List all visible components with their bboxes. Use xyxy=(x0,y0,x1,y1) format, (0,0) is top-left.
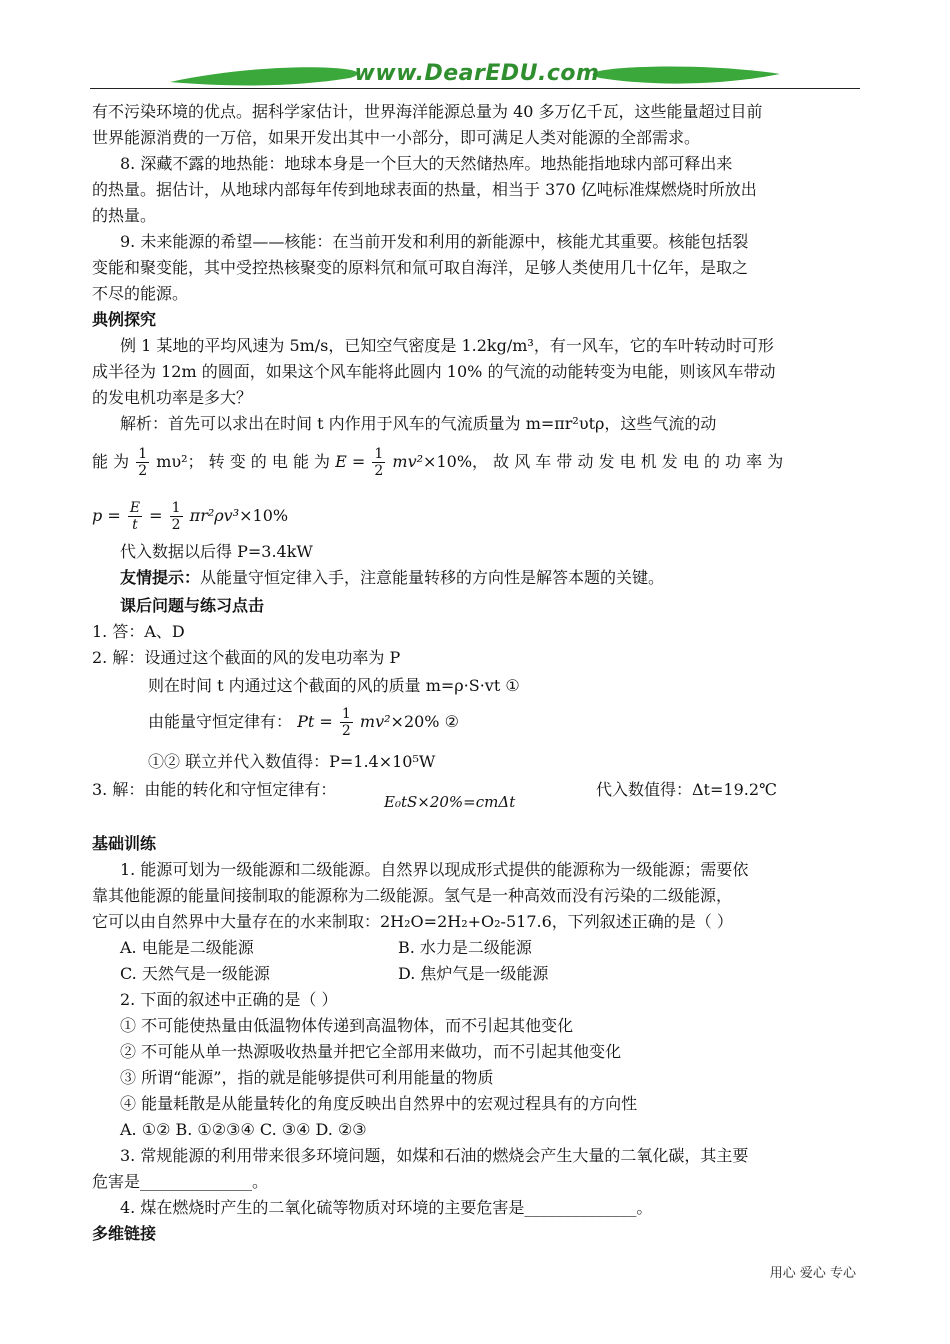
power-formula-percent: ×10% xyxy=(239,506,289,525)
section-heading: 典例探究 xyxy=(92,310,157,329)
option-d: D. 焦炉气是一级能源 xyxy=(398,964,549,983)
paragraph-line: 有不污染环境的优点。据科学家估计，世界海洋能源总量为 40 多万亿千瓦，这些能量超过目前 xyxy=(92,102,763,121)
site-logo[interactable]: www.DearEDU.com xyxy=(354,61,600,86)
paragraph-line: 变能和聚变能，其中受控热核聚变的原料氘和氚可取自海洋，足够人类使用几十亿年，是取之 xyxy=(92,258,749,277)
solution-line: 解析：首先可以求出在时间 t 内作用于风车的气流质量为 m=πr²υtρ，这些气流的动 xyxy=(120,414,717,433)
question-line: 3. 常规能源的利用带来很多环境问题，如煤和石油的燃烧会产生大量的二氧化碳，其主要 xyxy=(120,1146,749,1165)
statement-line: ④ 能量耗散是从能量转化的角度反映出自然界中的宏观过程具有的方向性 xyxy=(120,1094,638,1113)
answer-text: 由能量守恒定律有： xyxy=(148,712,293,731)
solution-text: ×10%， 故 风 车 带 动 发 电 机 发 电 的 功 率 为 xyxy=(423,452,784,471)
question-line: 1. 能源可划为一级能源和二级能源。自然界以现成形式提供的能源称为一级能源；需要依 xyxy=(120,860,749,879)
section-heading: 基础训练 xyxy=(92,834,157,853)
option-b: B. 水力是二级能源 xyxy=(398,938,532,957)
paragraph-line: 世界能源消费的一万倍，如果开发出其中一小部分，即可满足人类对能源的全部需求。 xyxy=(92,128,701,147)
header-rule xyxy=(90,88,860,89)
answer-formula: E₀tS×20%=cmΔt xyxy=(384,793,516,811)
fraction-half: $\frac{1}{2}$ xyxy=(374,446,384,479)
option-a: A. 电能是二级能源 xyxy=(120,938,254,957)
energy-formula: E = xyxy=(335,452,366,471)
solution-text: 能 为 xyxy=(92,452,130,471)
paragraph-line: 9. 未来能源的希望——核能：在当前开发和利用的新能源中，核能尤其重要。核能包括裂 xyxy=(120,232,749,251)
fraction-half: $\frac{1}{2}$ xyxy=(138,446,148,479)
result-line: 代入数据以后得 P=3.4kW xyxy=(120,542,313,561)
question-line: 4. 煤在燃烧时产生的二氧化硫等物质对环境的主要危害是______________。 xyxy=(120,1198,653,1217)
option-c: C. 天然气是一级能源 xyxy=(120,964,270,983)
solution-text: mυ²； 转 变 的 电 能 为 xyxy=(156,452,331,471)
question-line: 危害是______________。 xyxy=(92,1172,269,1191)
power-formula-line: p = $\frac{E}{t}$ = $\frac{1}{2}$ πr²ρv³×10% xyxy=(92,500,289,533)
answer-line: 2. 解：设通过这个截面的风的发电功率为 P xyxy=(92,648,401,667)
paragraph-line: 的热量。据估计，从地球内部每年传到地球表面的热量，相当于 370 亿吨标准煤燃烧时所放出 xyxy=(92,180,757,199)
statement-line: ② 不可能从单一热源吸收热量并把它全部用来做功，而不引起其他变化 xyxy=(120,1042,622,1061)
tip-line xyxy=(120,566,664,590)
answer-formula-line: 由能量守恒定律有： Pt = $\frac{1}{2}$ mv²×20% ② xyxy=(148,706,459,739)
question-line: 靠其他能源的能量间接制取的能源称为二级能源。氢气是一种高效而没有污染的二级能源， xyxy=(92,886,733,905)
fraction-e-over-t: $\frac{E}{t}$ xyxy=(129,500,141,533)
fraction-half: $\frac{1}{2}$ xyxy=(171,500,181,533)
energy-formula-tail: mv² xyxy=(392,452,424,471)
page-footer: 用心 爱心 专心 xyxy=(769,1266,856,1281)
example-line: 的发电机功率是多大？ xyxy=(92,388,253,407)
section-heading: 课后问题与练习点击 xyxy=(120,596,265,615)
section-heading: 多维链接 xyxy=(92,1224,157,1243)
answer-line: 3. 解：由能的转化和守恒定律有： xyxy=(92,780,337,799)
tip-text: 从能量守恒定律入手，注意能量转移的方向性是解答本题的关键。 xyxy=(200,568,665,587)
tip-label: 友情提示： xyxy=(120,568,201,587)
power-formula-tail: πr²ρv³ xyxy=(189,506,240,525)
answer-result: 代入数值得：Δt=19.2℃ xyxy=(596,780,777,799)
answer-line: 1. 答：A、D xyxy=(92,622,185,641)
example-line: 成半径为 12m 的圆面，如果这个风车能将此圆内 10% 的气流的动能转变为电能，则该风车带动 xyxy=(92,362,776,381)
example-line: 例 1 某地的平均风速为 5m/s，已知空气密度是 1.2kg/m³，有一风车，它的车叶转动时可形 xyxy=(120,336,774,355)
answer-line: 则在时间 t 内通过这个截面的风的质量 m=ρ·S·vt ① xyxy=(148,676,520,695)
options-line: A. ①② B. ①②③④ C. ③④ D. ②③ xyxy=(120,1120,367,1139)
question-line: 它可以由自然界中大量存在的水来制取：2H₂O=2H₂+O₂-517.6，下列叙述正确的是（ ） xyxy=(92,912,733,931)
statement-line: ③ 所谓“能源”，指的就是能够提供可利用能量的物质 xyxy=(120,1068,494,1087)
paragraph-line: 的热量。 xyxy=(92,206,157,225)
power-formula: p = xyxy=(92,506,121,525)
question-line: 2. 下面的叙述中正确的是（ ） xyxy=(120,990,338,1009)
answer-text: ×20% ② xyxy=(390,712,459,731)
paragraph-line: 不尽的能源。 xyxy=(92,284,189,303)
paragraph-line: 8. 深藏不露的地热能：地球本身是一个巨大的天然储热库。地热能指地球内部可释出来 xyxy=(120,154,733,173)
fraction-half: $\frac{1}{2}$ xyxy=(341,706,351,739)
statement-line: ① 不可能使热量由低温物体传递到高温物体，而不引起其他变化 xyxy=(120,1016,574,1035)
solution-formula-line xyxy=(92,440,783,484)
answer-line: ①② 联立并代入数值得：P=1.4×10⁵W xyxy=(148,752,436,771)
